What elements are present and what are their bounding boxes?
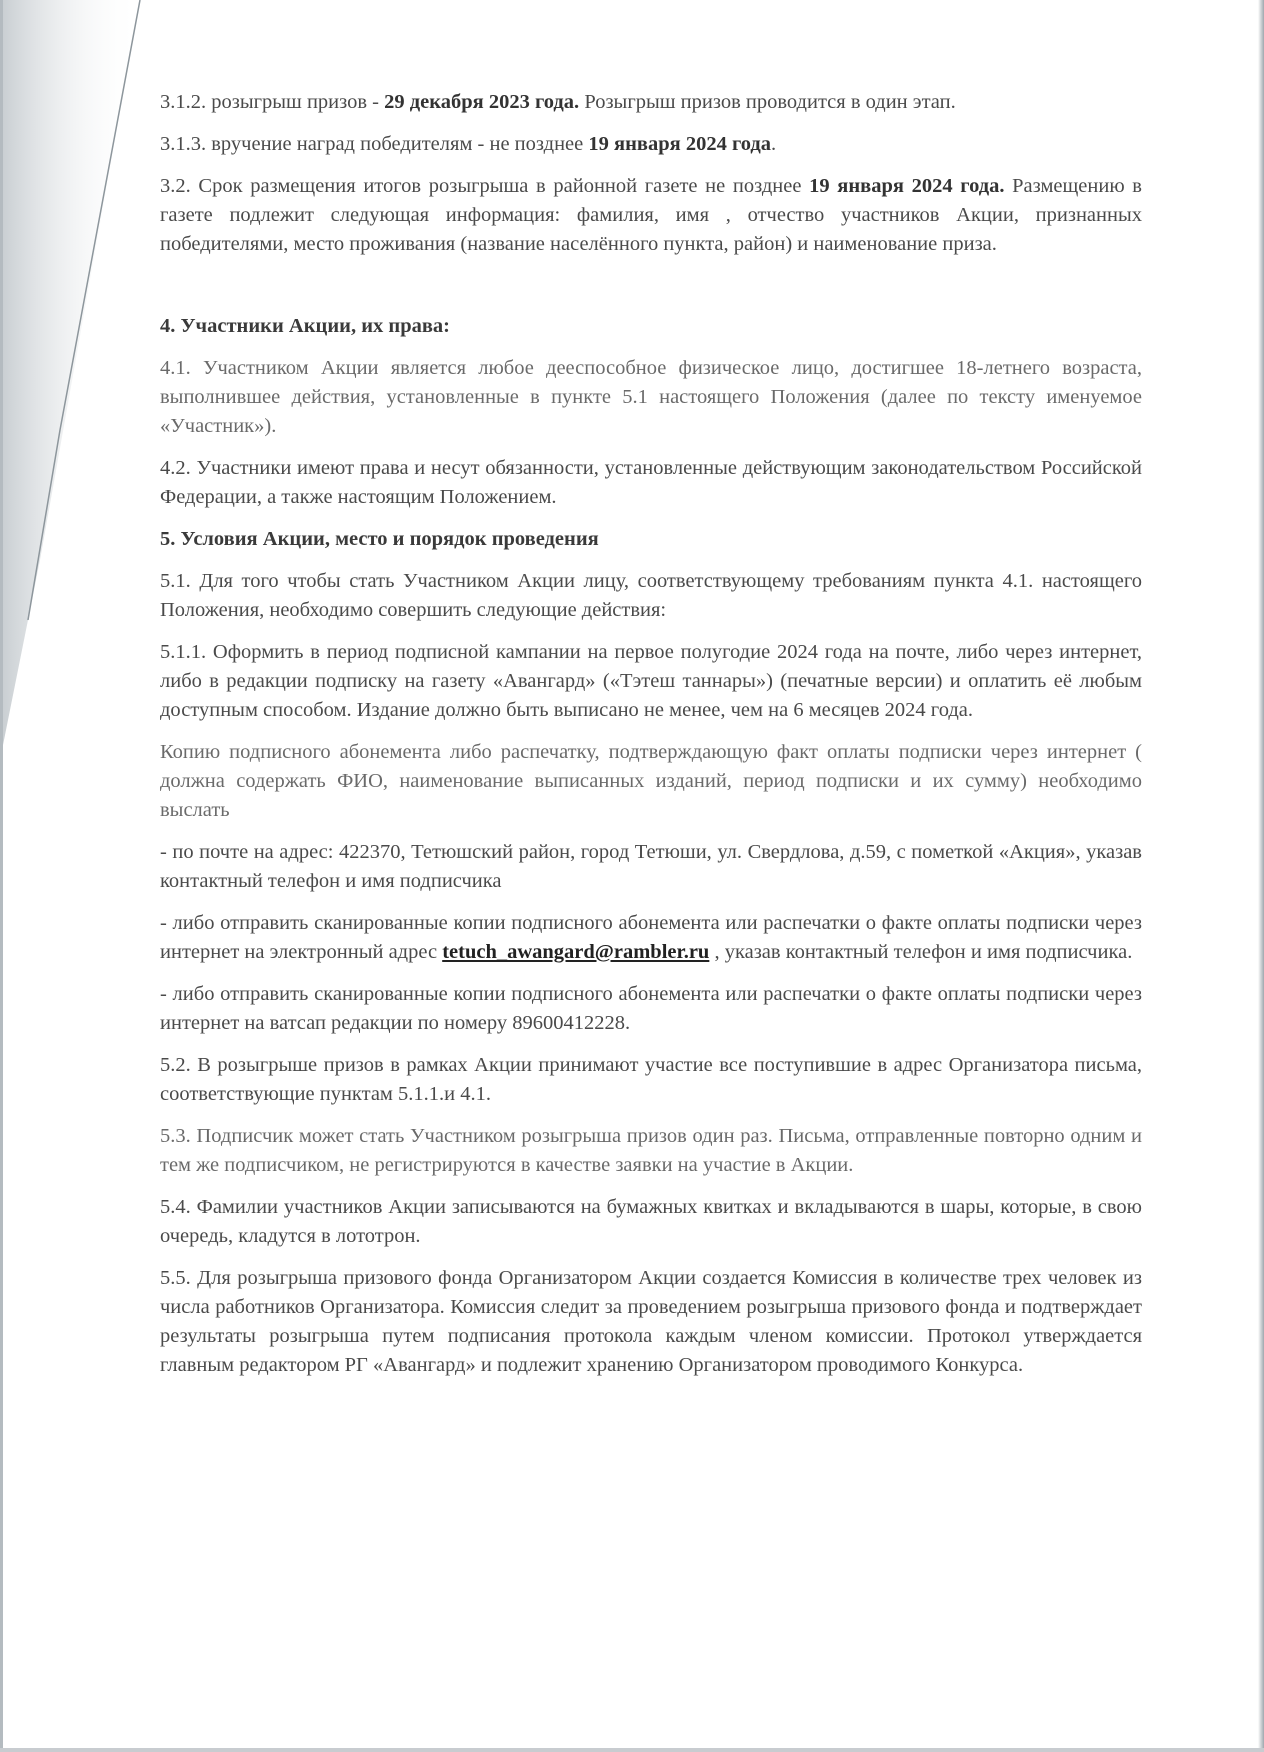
paragraph-3-1-2: 3.1.2. розыгрыш призов - 29 декабря 2023 года. Розыгрыш призов проводится в один этап.: [160, 91, 956, 113]
heading-section-5: 5. Условия Акции, место и порядок проведения: [160, 528, 599, 550]
paragraph-mail-address: - по почте на адрес: 422370, Тетюшский район, город Тетюши, ул. Свердлова, д.59, с пометкой «Акция», указав контактный телефон и имя подписчика: [160, 841, 1142, 892]
paragraph-5-1: 5.1. Для того чтобы стать Участником Акции лицу, соответствующему требованиям пункта 4.1. настоящего Положения, необходимо совершить следующие действия:: [160, 570, 1142, 621]
paragraph-4-2: 4.2. Участники имеют права и несут обязанности, установленные действующим законодательством Российской Федерации, а также настоящим Положением.: [160, 457, 1142, 508]
heading-section-4: 4. Участники Акции, их права:: [160, 315, 450, 337]
email-link[interactable]: tetuch_awangard@rambler.ru: [442, 941, 710, 963]
paragraph-email: - либо отправить сканированные копии подписного абонемента или распечатки о факте оплаты подписки через интернет на электронный адрес tetuch_awangard@rambler.ru , указав контактный телефон и имя подписчика.: [160, 912, 1142, 963]
paragraph-5-4: 5.4. Фамилии участников Акции записываются на бумажных квитках и вкладываются в шары, которые, в свою очередь, кладутся в лототрон.: [160, 1196, 1142, 1247]
paragraph-3-2: 3.2. Срок размещения итогов розыгрыша в районной газете не позднее 19 января 2024 года. Размещению в газете подлежит следующая информация: фамилия, имя , отчество участников Акции, признанных победителями, место проживания (название населённого пункта, район) и наименование приза.: [160, 175, 1142, 255]
paragraph-3-1-3: 3.1.3. вручение наград победителям - не позднее 19 января 2024 года.: [160, 133, 777, 155]
paragraph-whatsapp: - либо отправить сканированные копии подписного абонемента или распечатки о факте оплаты подписки через интернет на ватсап редакции по номеру 89600412228.: [160, 983, 1142, 1034]
date-3-1-3: 19 января 2024 года: [588, 133, 772, 155]
date-3-1-2: 29 декабря 2023 года.: [384, 91, 580, 113]
section-spacer: [160, 272, 1142, 312]
paragraph-copy-instructions: Копию подписного абонемента либо распечатку, подтверждающую факт оплаты подписки через интернет ( должна содержать ФИО, наименование выписанных изданий, период подписки и их сумму) необходимо выслать: [160, 741, 1142, 821]
scan-bottom-edge: [0, 1748, 1264, 1752]
paragraph-5-3: 5.3. Подписчик может стать Участником розыгрыша призов один раз. Письма, отправленные повторно одним и тем же подписчиком, не регистрируются в качестве заявки на участие в Акции.: [160, 1125, 1142, 1176]
paragraph-5-1-1: 5.1.1. Оформить в период подписной кампании на первое полугодие 2024 года на почте, либо через интернет, либо в редакции подписку на газету «Авангард» («Тэтеш таннары») (печатные версии) и оплатить её любым доступным способом. Издание должно быть выписано не менее, чем на 6 месяцев 2024 года.: [160, 641, 1142, 721]
paragraph-4-1: 4.1. Участником Акции является любое дееспособное физическое лицо, достигшее 18-летнего возраста, выполнившее действия, установленные в пункте 5.1 настоящего Положения (далее по тексту именуемое «Участник»).: [160, 357, 1142, 437]
scan-right-edge: [1258, 0, 1264, 1752]
document-page: [160, 88, 1142, 1393]
date-3-2: 19 января 2024 года.: [809, 175, 1005, 197]
scan-shadow-edge: [0, 0, 150, 1752]
paragraph-5-2: 5.2. В розыгрыше призов в рамках Акции принимают участие все поступившие в адрес Организатора письма, соответствующие пунктам 5.1.1.и 4.1.: [160, 1054, 1142, 1105]
paragraph-5-5: 5.5. Для розыгрыша призового фонда Организатором Акции создается Комиссия в количестве трех человек из числа работников Организатора. Комиссия следит за проведением розыгрыша призового фонда и подтверждает результаты розыгрыша путем подписания протокола каждым членом комиссии. Протокол утверждается главным редактором РГ «Авангард» и подлежит хранению Организатором проводимого Конкурса.: [160, 1267, 1142, 1376]
